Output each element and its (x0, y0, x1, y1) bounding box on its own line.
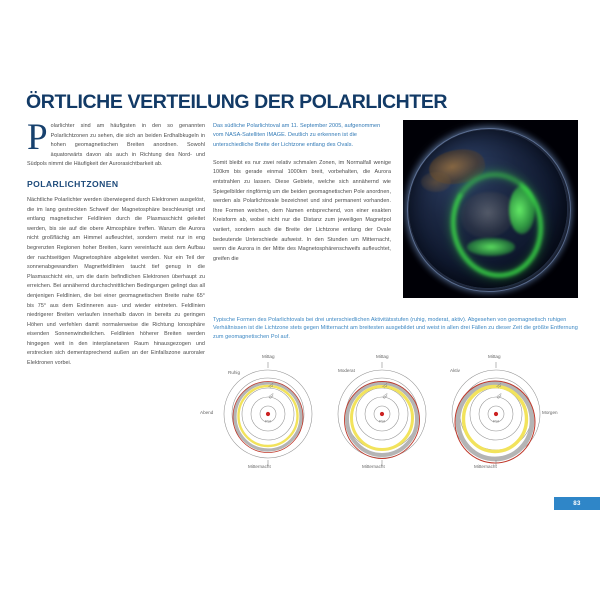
diagram-ruhig-label-abend: Abend (200, 410, 214, 415)
svg-text:Pol: Pol (379, 418, 385, 424)
drop-cap: P (27, 117, 48, 158)
section-subheading: POLARLICHTZONEN (27, 178, 119, 189)
body-paragraph-right: Somit bleibt es nur zwei relativ schmalen Zonen, im Normalfall wenige 100km bis gerade einmal 1000km breit, vorbehalten, die Aurora entstrahlen zu lassen. Diese Gebiete, welche sich annähernd wie Spiegelbilder ringförmig um die beiden geomagnetischen Pole anordnen, werden als Polarlichtovale bezeichnet und sind permanent vorhanden. Ihre Formen weichen, dem Namen entsprechend, von einer exakten Kreisform ab, wobei nicht nur die Distanz zum jeweiligen Magnetpol variiert, sondern auch die Breite der Lichtzone entlang der Ovale bedeutende Unterschiede aufweist. In den Stunden um Mitternacht, wenn die Aurora in der Mitte des Magnetosphärenschweifs aufleuchtet, greifen die (213, 159, 391, 262)
diagram-aktiv-label-morgen: Morgen (542, 410, 558, 415)
page-title: ÖRTLICHE VERTEILUNG DER POLARLICHTER (26, 91, 448, 113)
page-number-badge: 83 (554, 497, 600, 510)
diagram-aktiv-label-mitternacht: Mitternacht (474, 464, 497, 469)
svg-text:70°: 70° (495, 381, 504, 390)
svg-text:Pol: Pol (265, 418, 271, 424)
svg-text:60°: 60° (267, 391, 276, 400)
diagram-ruhig-svg (206, 352, 330, 474)
svg-text:70°: 70° (267, 381, 276, 390)
diagram-moderat-activity: Moderat (338, 368, 355, 373)
svg-text:60°: 60° (495, 391, 504, 400)
intro-text: olarlichter sind am häufigsten in den so genannten Polarlichtzonen zu sehen, die sich an beiden Erdhalbkugeln in hohen geomagnetischen Breiten anordnen. Sowohl äquatorwärts davon als auch in Richtung des Nord- und Südpols nimmt die Häufigkeit der Aurorasichtbarkeit ab. (27, 123, 205, 168)
text-column-left (27, 117, 205, 376)
figure-caption: Typische Formen des Polarlichtovals bei drei unterschiedlichen Aktivitätsstufen (ruhig, moderat, aktiv). Abgesehen von geomagnetisch ruhigen Verhältnissen ist die Lichtzone stets gegen Mitternacht am breitesten ausgebildet und weist in allen drei Fällen zu dieser Zeit die größte Entfernung zum geomagnetischen Pol auf. (213, 317, 578, 340)
text-column-right (213, 122, 391, 270)
svg-text:70°: 70° (381, 381, 390, 390)
diagram-moderat-label-mitternacht: Mitternacht (362, 464, 385, 469)
diagram-ruhig-label-mittag: Mittag (262, 354, 275, 359)
polar-oval-diagram-group (198, 352, 588, 474)
svg-text:Pol: Pol (493, 418, 499, 424)
diagram-moderat-label-mittag: Mittag (376, 354, 389, 359)
diagram-aktiv-label-mittag: Mittag (488, 354, 501, 359)
svg-text:60°: 60° (381, 391, 390, 400)
diagram-aktiv-activity: Aktiv (450, 368, 460, 373)
diagram-ruhig-label-mitternacht: Mitternacht (248, 464, 271, 469)
diagram-moderat (320, 352, 444, 474)
atmosphere-limb (407, 128, 571, 292)
diagram-ruhig (200, 352, 330, 474)
intro-paragraph (27, 117, 205, 170)
body-paragraph-left: Nächtliche Polarlichter werden überwiegend durch Elektronen ausgelöst, die im lang gestreckten Schweif der Magnetosphäre beschleunigt und entlang magnetischer Feldlinien durch die Plasmaschicht geleitet werden, bis sie auf die obere Atmosphäre treffen. Warum die Aurora nicht großflächig am Himmel aufleuchtet, sondern meist nur in eng begrenzten Regionen hoher Breiten, kann vereinfacht aus dem Aufbau der nachtseitigen Magnetosphäre abgeleitet werden. Nur ein Teil der sonnenabgewandten Magnetfeldlinien taucht tief genug in die Plasmaschicht ein, um die darin befindlichen Elektronen überhaupt zu erreichen. Bei annähernd durchschnittlichen Bedingungen gelingt das all denjenigen Feldlinien, die bei einer geomagnetischen Breite nahe 65° bis 75° aus dem Erdinneren aus- und wieder eintreten. Feldlinien niedrigerer Breiten verlaufen innerhalb davon in bereits zu geringen Höhen und verfehlen damit normalerweise die Richtung Ionosphäre eisenden Sonnenwindteilchen. Feldlinien höherer Breiten werden hingegen weit in den interplanetaren Raum hinausgezogen und erstrecken sich dementsprechend außen an der Einfallszone auroraler Elektronen vorbei. (27, 196, 205, 367)
aurora-earth-photo (403, 120, 578, 298)
photo-caption: Das südliche Polarlichtoval am 11. September 2005, aufgenommen vom NASA-Satelliten IMAGE. Deutlich zu erkennen ist die unterschiedliche Breite der Lichtzone entlang des Ovals. (213, 123, 381, 148)
diagram-ruhig-activity: Ruhig (228, 370, 241, 375)
diagram-aktiv (434, 352, 558, 474)
